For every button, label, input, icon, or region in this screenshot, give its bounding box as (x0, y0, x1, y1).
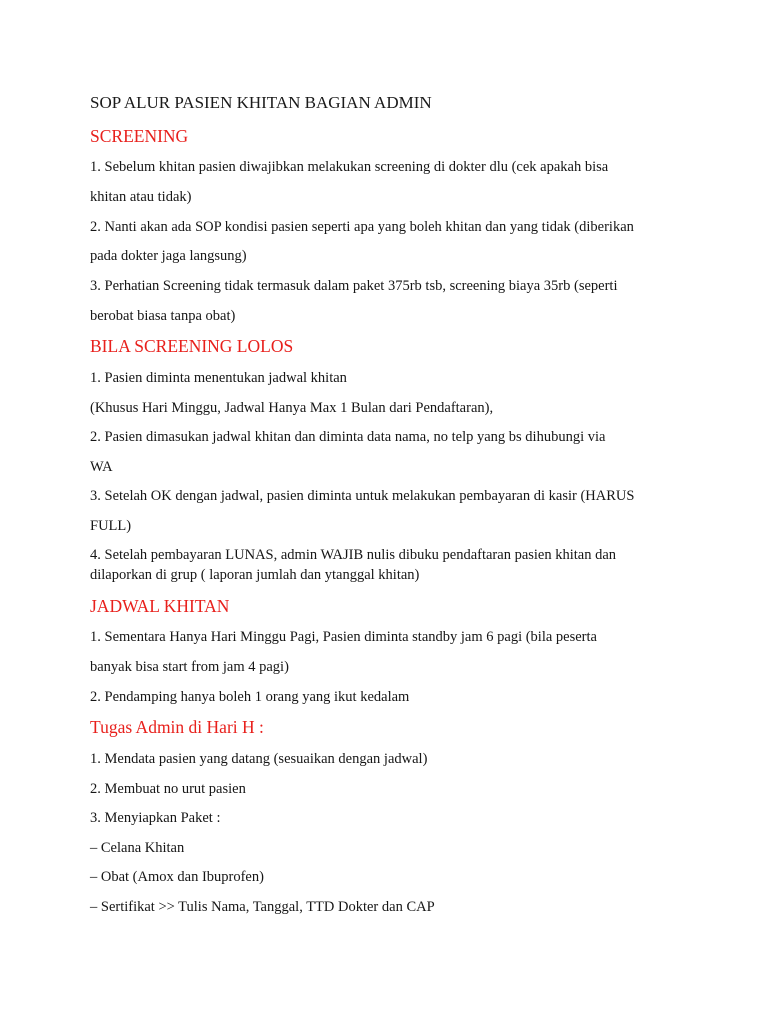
paragraph-line: 1. Sebelum khitan pasien diwajibkan melakukan screening di dokter dlu (cek apakah bisa (90, 159, 609, 175)
paragraph-line: WA (90, 459, 113, 475)
paragraph-line: 3. Setelah OK dengan jadwal, pasien diminta untuk melakukan pembayaran di kasir (HARUS (90, 488, 635, 504)
paragraph-line: 1. Mendata pasien yang datang (sesuaikan dengan jadwal) (90, 751, 428, 767)
section-heading-bila-screening-lolos: BILA SCREENING LOLOS (90, 336, 294, 356)
paragraph-line: khitan atau tidak) (90, 189, 192, 205)
paragraph-line: 1. Sementara Hanya Hari Minggu Pagi, Pasien diminta standby jam 6 pagi (bila peserta (90, 629, 597, 645)
paragraph-line: 3. Menyiapkan Paket : (90, 810, 221, 826)
paragraph-line: (Khusus Hari Minggu, Jadwal Hanya Max 1 Bulan dari Pendaftaran), (90, 400, 494, 416)
section-heading-tugas-admin: Tugas Admin di Hari H : (90, 717, 264, 737)
paragraph-line: 2. Nanti akan ada SOP kondisi pasien seperti apa yang boleh khitan dan yang tidak (diberikan (90, 219, 634, 235)
paragraph-line: FULL) (90, 518, 132, 534)
list-item: – Celana Khitan (90, 840, 185, 856)
list-item: – Obat (Amox dan Ibuprofen) (90, 869, 264, 885)
document-title: SOP ALUR PASIEN KHITAN BAGIAN ADMIN (90, 93, 432, 112)
list-item: – Sertifikat >> Tulis Nama, Tanggal, TTD Dokter dan CAP (90, 899, 435, 915)
paragraph-line: 3. Perhatian Screening tidak termasuk dalam paket 375rb tsb, screening biaya 35rb (seperti (90, 278, 618, 294)
paragraph-line: 2. Pendamping hanya boleh 1 orang yang ikut kedalam (90, 689, 410, 705)
section-heading-screening: SCREENING (90, 126, 189, 146)
paragraph-line: berobat biasa tanpa obat) (90, 308, 236, 324)
paragraph-line: 4. Setelah pembayaran LUNAS, admin WAJIB nulis dibuku pendaftaran pasien khitan dan (90, 547, 617, 563)
section-heading-jadwal-khitan: JADWAL KHITAN (90, 596, 230, 616)
paragraph-line: 2. Membuat no urut pasien (90, 781, 246, 797)
paragraph-line: 2. Pasien dimasukan jadwal khitan dan diminta data nama, no telp yang bs dihubungi via (90, 429, 606, 445)
paragraph-line: 1. Pasien diminta menentukan jadwal khitan (90, 370, 347, 386)
paragraph-line: banyak bisa start from jam 4 pagi) (90, 659, 289, 675)
paragraph-line: dilaporkan di grup ( laporan jumlah dan ytanggal khitan) (90, 567, 420, 583)
paragraph-line: pada dokter jaga langsung) (90, 248, 247, 264)
